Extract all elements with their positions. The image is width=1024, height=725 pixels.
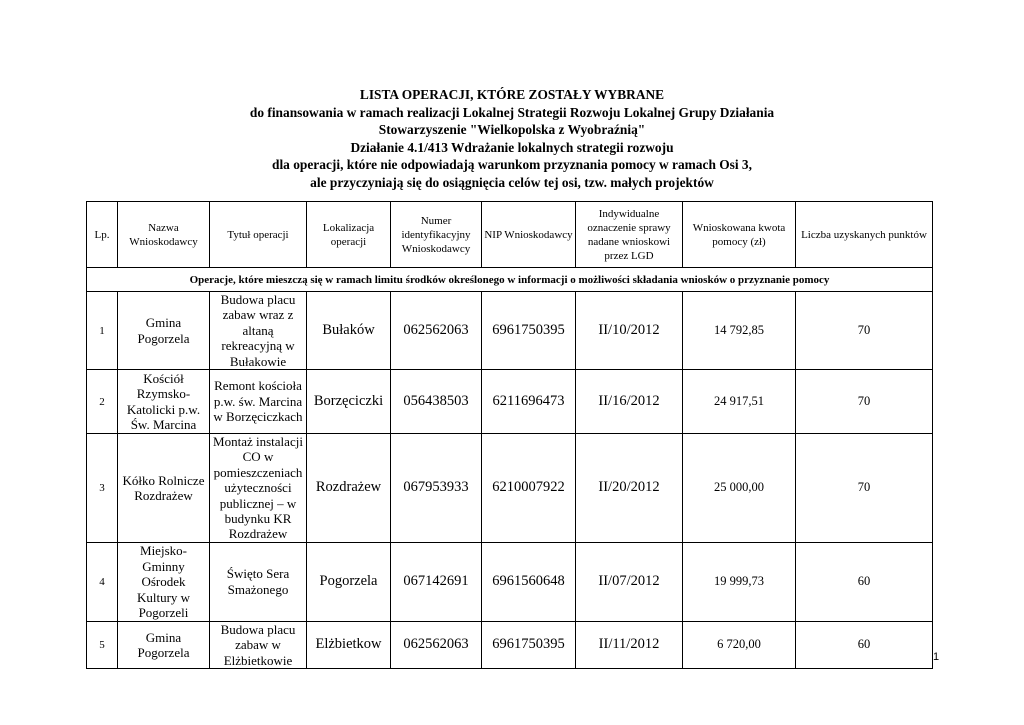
- section-row: [87, 268, 933, 292]
- cell-name: Kościół Rzymsko-Katolicki p.w. Św. Marcina: [118, 370, 210, 434]
- cell-id-number: 067142691: [391, 542, 482, 621]
- cell-points: 70: [796, 434, 933, 543]
- cell-points: 60: [796, 542, 933, 621]
- table-row: [87, 370, 933, 434]
- cell-location: Borzęciczki: [307, 370, 391, 434]
- title-line: ale przyczyniają się do osiągnięcia celów tej osi, tzw. małych projektów: [310, 174, 714, 190]
- cell-id-number: 056438503: [391, 370, 482, 434]
- cell-title: Budowa placu zabaw w Elżbietkowie: [210, 621, 307, 668]
- cell-case-id: II/11/2012: [576, 621, 683, 668]
- header-nip: NIP Wnioskodawcy: [482, 202, 576, 268]
- table-row: [87, 292, 933, 370]
- cell-nip: 6211696473: [482, 370, 576, 434]
- cell-location: Bułaków: [307, 292, 391, 370]
- title-line: dla operacji, które nie odpowiadają warunkom przyznania pomocy w ramach Osi 3,: [272, 157, 752, 173]
- cell-points: 60: [796, 621, 933, 668]
- title-line: do finansowania w ramach realizacji Lokalnej Strategii Rozwoju Lokalnej Grupy Działania: [249, 104, 775, 120]
- cell-title: Montaż instalacji CO w pomieszczeniach użyteczności publicznej – w budynku KR Rozdrażew: [210, 434, 307, 543]
- operations-table: [86, 201, 933, 669]
- cell-amount: 6 720,00: [683, 621, 796, 668]
- cell-amount: 25 000,00: [683, 434, 796, 543]
- title-line: Stowarzyszenie "Wielkopolska z Wyobraźnią": [378, 122, 646, 138]
- cell-location: Elżbietkow: [307, 621, 391, 668]
- cell-amount: 14 792,85: [683, 292, 796, 370]
- page-number: 1: [932, 651, 940, 663]
- cell-title: Budowa placu zabaw wraz z altaną rekreacyjną w Bułakowie: [210, 292, 307, 370]
- table-row: [87, 434, 933, 543]
- section-label: Operacje, które mieszczą się w ramach limitu środków określonego w informacji o możliwości składania wniosków o przyznanie pomocy: [87, 268, 933, 292]
- title-line: LISTA OPERACJI, KTÓRE ZOSTAŁY WYBRANE: [359, 87, 665, 102]
- cell-location: Pogorzela: [307, 542, 391, 621]
- header-lp: Lp.: [87, 202, 118, 268]
- header-points: Liczba uzyskanych punktów: [796, 202, 933, 268]
- cell-case-id: II/10/2012: [576, 292, 683, 370]
- table-row: [87, 542, 933, 621]
- cell-id-number: 062562063: [391, 292, 482, 370]
- cell-name: Miejsko-Gminny Ośrodek Kultury w Pogorzeli: [118, 542, 210, 621]
- cell-lp: 4: [87, 542, 118, 621]
- header-row: [87, 202, 933, 268]
- cell-lp: 1: [87, 292, 118, 370]
- header-id-number: Numer identyfikacyjny Wnioskodawcy: [391, 202, 482, 268]
- cell-case-id: II/07/2012: [576, 542, 683, 621]
- cell-nip: 6961560648: [482, 542, 576, 621]
- cell-lp: 5: [87, 621, 118, 668]
- cell-id-number: 062562063: [391, 621, 482, 668]
- cell-amount: 19 999,73: [683, 542, 796, 621]
- cell-title: Remont kościoła p.w. św. Marcina w Borzęciczkach: [210, 370, 307, 434]
- cell-name: Kółko Rolnicze Rozdrażew: [118, 434, 210, 543]
- cell-name: Gmina Pogorzela: [118, 292, 210, 370]
- header-name: Nazwa Wnioskodawcy: [118, 202, 210, 268]
- cell-case-id: II/16/2012: [576, 370, 683, 434]
- cell-nip: 6210007922: [482, 434, 576, 543]
- table-row: [87, 621, 933, 668]
- cell-amount: 24 917,51: [683, 370, 796, 434]
- cell-nip: 6961750395: [482, 292, 576, 370]
- cell-location: Rozdrażew: [307, 434, 391, 543]
- cell-case-id: II/20/2012: [576, 434, 683, 543]
- header-amount: Wnioskowana kwota pomocy (zł): [683, 202, 796, 268]
- header-location: Lokalizacja operacji: [307, 202, 391, 268]
- cell-nip: 6961750395: [482, 621, 576, 668]
- title-line: Działanie 4.1/413 Wdrażanie lokalnych strategii rozwoju: [350, 139, 674, 155]
- header-case-id: Indywidualne oznaczenie sprawy nadane wnioskowi przez LGD: [576, 202, 683, 268]
- cell-lp: 3: [87, 434, 118, 543]
- header-title: Tytuł operacji: [210, 202, 307, 268]
- cell-id-number: 067953933: [391, 434, 482, 543]
- cell-name: Gmina Pogorzela: [118, 621, 210, 668]
- cell-lp: 2: [87, 370, 118, 434]
- cell-points: 70: [796, 292, 933, 370]
- table-body: [87, 202, 933, 669]
- document-title: [0, 86, 1024, 192]
- cell-title: Święto Sera Smażonego: [210, 542, 307, 621]
- cell-points: 70: [796, 370, 933, 434]
